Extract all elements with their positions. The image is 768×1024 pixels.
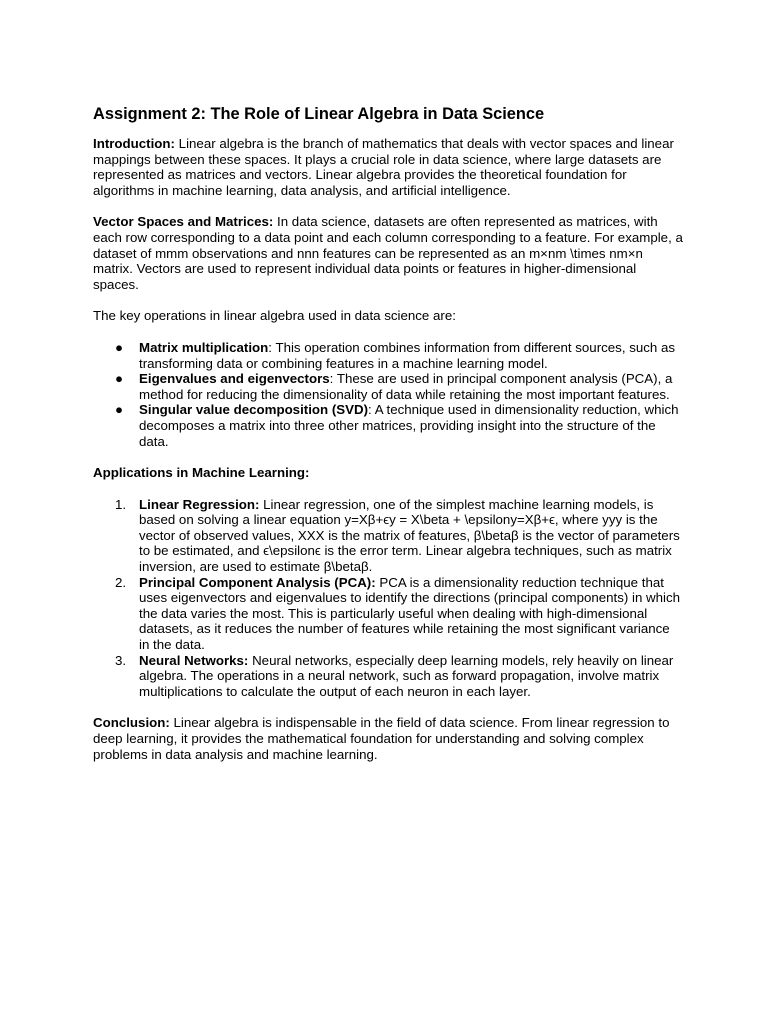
list-item-text: Linear regression, one of the simplest machine learning models, is based on solving a linear equation y=Xβ+ϵy = X\beta + \epsilony=Xβ+ϵ, where yyy is the vector of observed values, XXX is the matrix of features, β\betaβ is the vector of parameters to be estimated, and ϵ\epsilonϵ is the error term. Linear algebra techniques, such as matrix inversion, are used to estimate β\betaβ. [139, 496, 680, 575]
document-title: Assignment 2: The Role of Linear Algebra in Data Science [93, 105, 545, 123]
key-operations-intro: The key operations in linear algebra used in data science are: [93, 308, 456, 324]
introduction-label: Introduction: [93, 136, 175, 151]
introduction-paragraph [93, 136, 683, 198]
list-item-term: Singular value decomposition (SVD) [139, 402, 369, 418]
list-number: 2. [115, 574, 127, 590]
list-item [93, 340, 683, 371]
list-item-text: PCA is a dimensionality reduction technique that uses eigenvectors and eigenvalues to identify the directions (principal components) in which the data varies the most. This is particularly useful when dealing with high-dimensional datasets, as it reduces the number of features while retaining the most significant variance in the data. [139, 574, 681, 653]
conclusion-label: Conclusion: [93, 715, 170, 731]
introduction-text: Linear algebra is the branch of mathematics that deals with vector spaces and linear mappings between these spaces. It plays a crucial role in data science, where large datasets are represented as matrices and vectors. Linear algebra provides the theoretical foundation for algorithms in machine learning, data analysis, and artificial intelligence. [93, 136, 674, 198]
list-item-text: : These are used in principal component analysis (PCA), a method for reducing the dimensionality of data while retaining the most important features. [139, 371, 673, 402]
list-item [93, 497, 683, 575]
list-item-term: Principal Component Analysis (PCA): [139, 574, 376, 590]
list-item [93, 371, 683, 402]
key-operations-list [93, 340, 683, 449]
list-item [93, 402, 683, 449]
bullet-icon: ● [115, 371, 124, 387]
vector-spaces-label: Vector Spaces and Matrices: [93, 214, 274, 230]
bullet-icon: ● [115, 339, 124, 355]
list-item-term: Neural Networks: [139, 652, 249, 668]
list-item-term: Eigenvalues and eigenvectors [139, 371, 330, 387]
list-number: 1. [115, 496, 127, 512]
list-item [93, 653, 683, 700]
document-page [93, 104, 683, 778]
vector-spaces-text: In data science, datasets are often represented as matrices, with each row corresponding to a data point and each column corresponding to a feature. For example, a dataset of mmm observations and nnn features can be represented as an m×nm \times nm×n matrix. Vectors are used to represent individual data points or features in higher-dimensional spaces. [93, 214, 683, 292]
list-item-text: : A technique used in dimensionality reduction, which decomposes a matrix into three other matrices, providing insight into the structure of the data. [139, 402, 679, 449]
list-number: 3. [115, 652, 127, 668]
conclusion-text: Linear algebra is indispensable in the field of data science. From linear regression to deep learning, it provides the mathematical foundation for understanding and solving complex problems in data analysis and machine learning. [93, 715, 670, 762]
list-item-term: Matrix multiplication [139, 339, 269, 355]
applications-list [93, 497, 683, 700]
vector-spaces-paragraph [93, 214, 683, 292]
list-item-text: : This operation combines information from different sources, such as transforming data or combining features in a machine learning model. [139, 339, 676, 371]
conclusion-paragraph [93, 715, 683, 762]
list-item-text: Neural networks, especially deep learning models, rely heavily on linear algebra. The operations in a neural network, such as forward propagation, involve matrix multiplications to calculate the output of each neuron in each layer. [139, 652, 674, 699]
list-item [93, 575, 683, 653]
list-item-term: Linear Regression: [139, 496, 260, 512]
bullet-icon: ● [115, 402, 124, 418]
applications-heading: Applications in Machine Learning: [93, 465, 310, 481]
